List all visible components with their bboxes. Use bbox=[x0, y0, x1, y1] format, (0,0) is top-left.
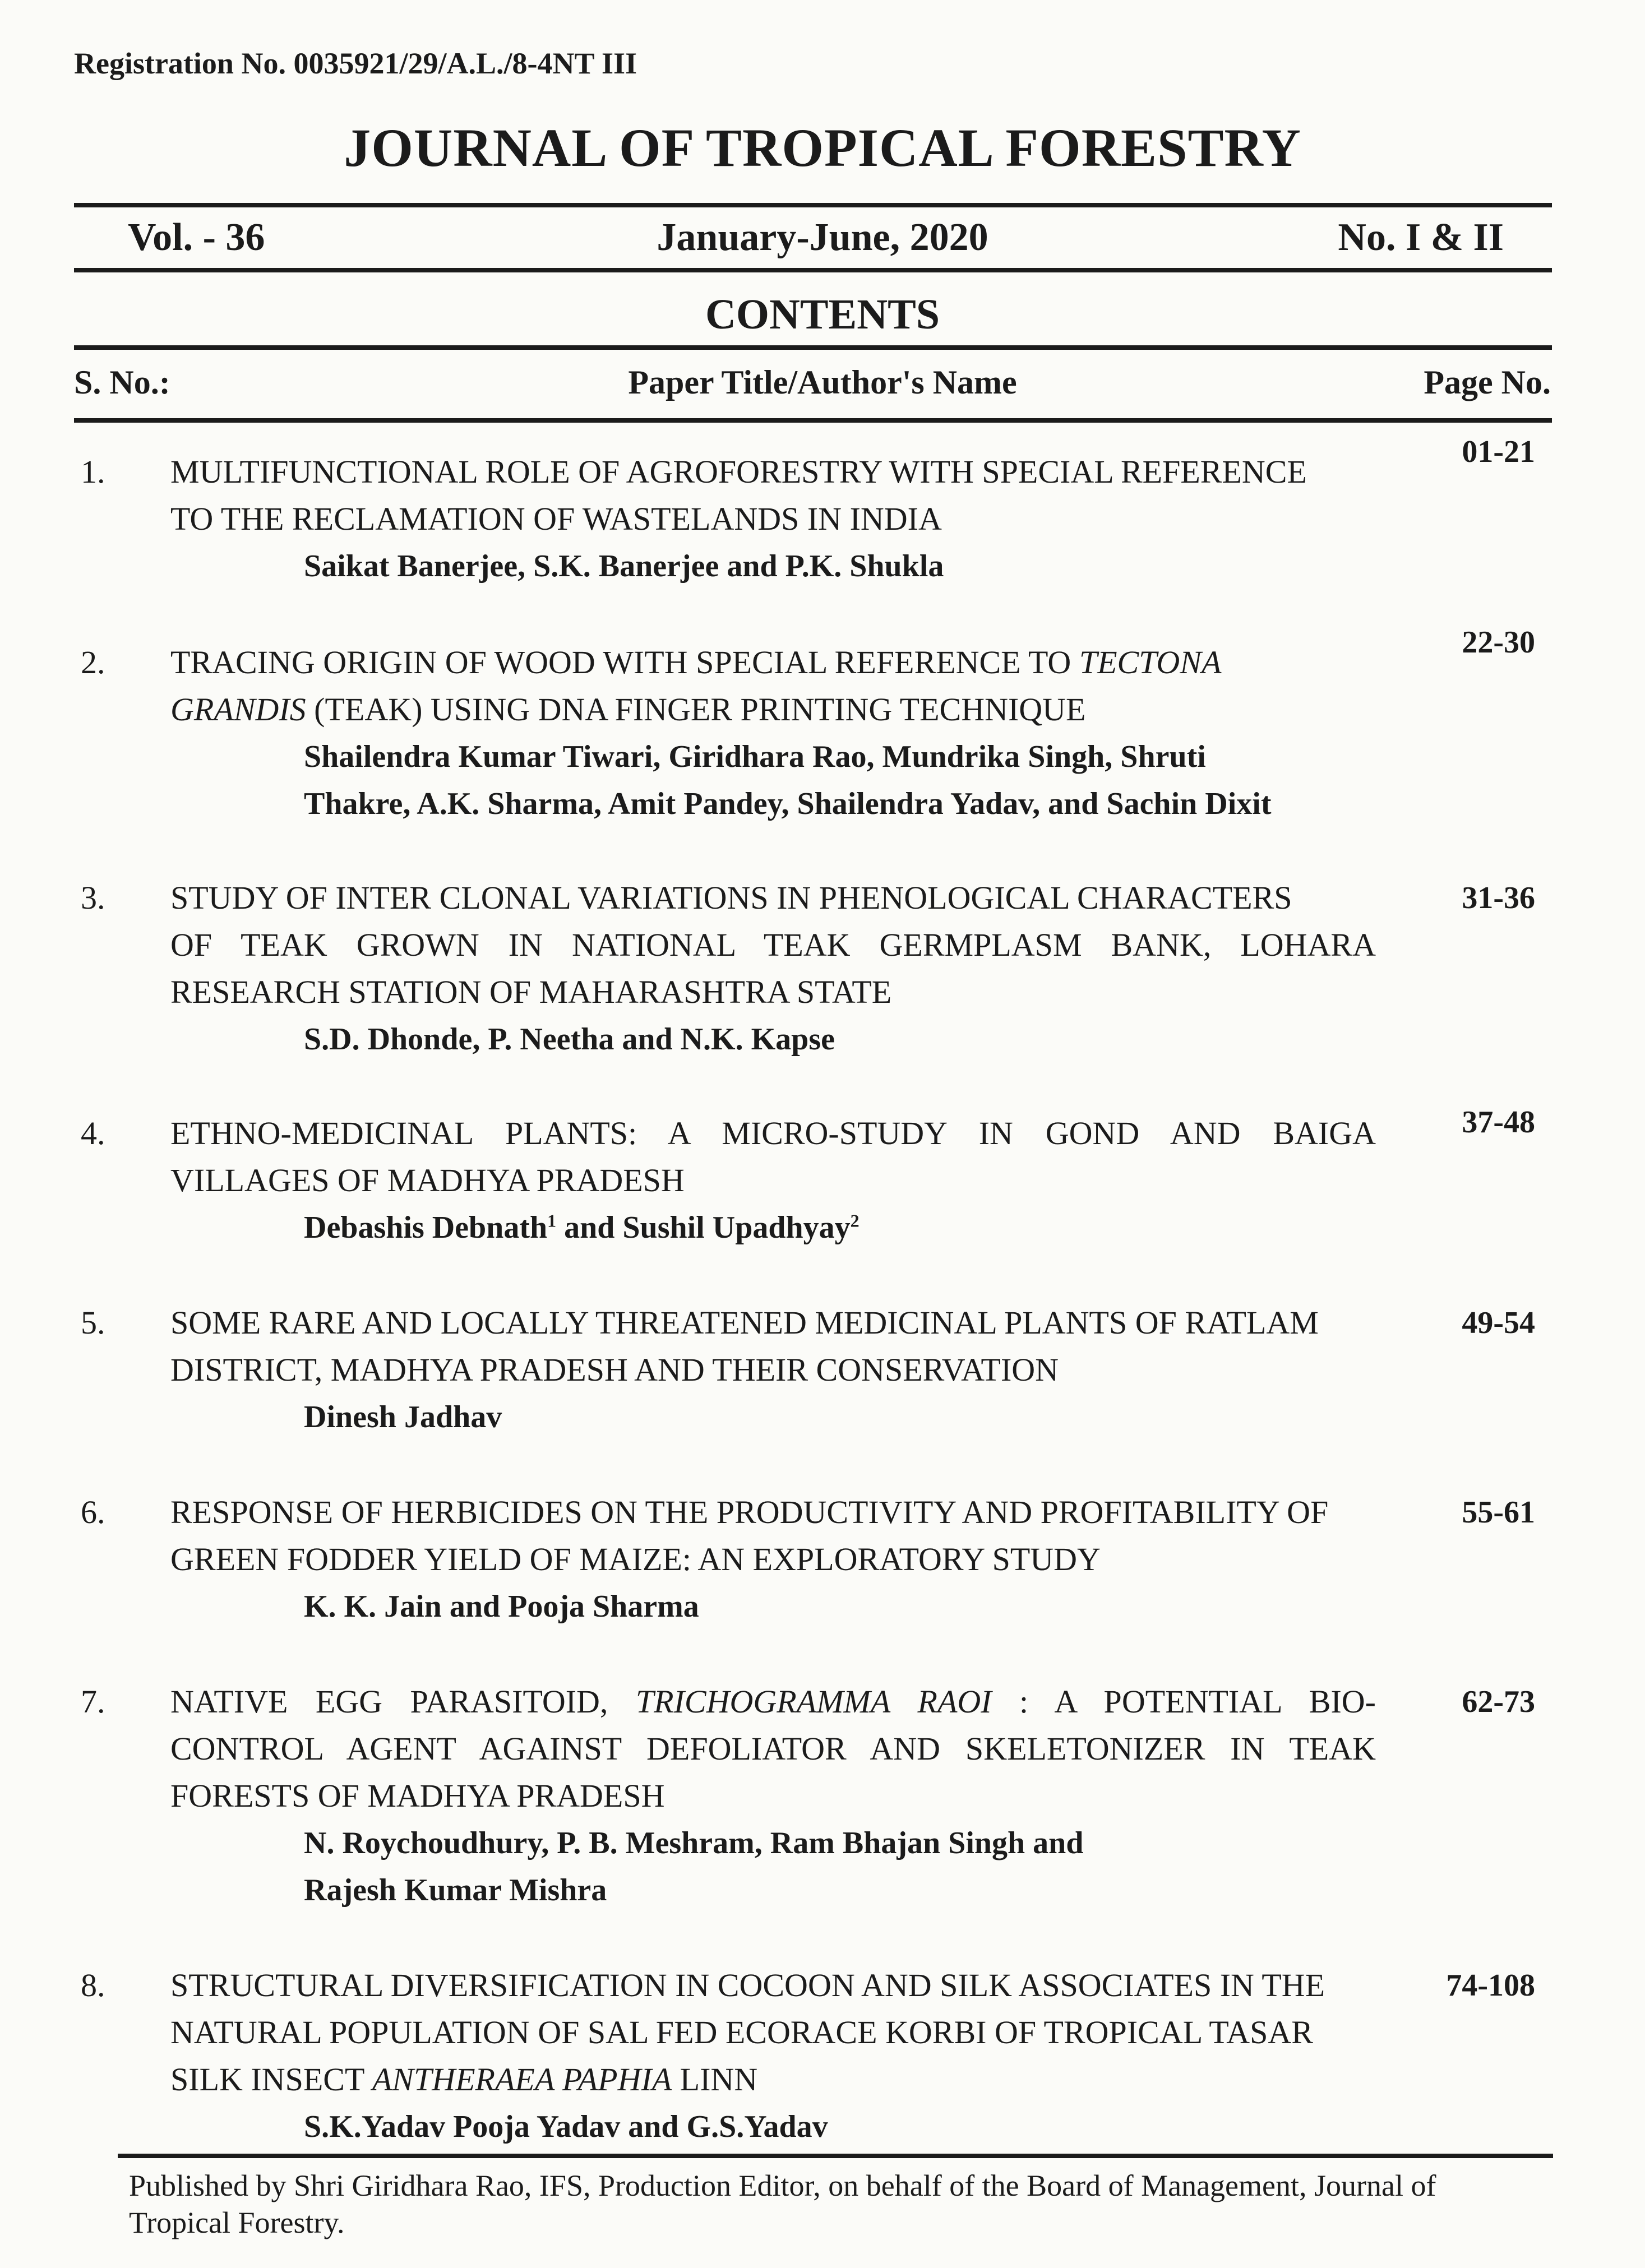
entry-title-line bbox=[170, 2056, 1376, 2103]
issue-number: No. I & II bbox=[1338, 216, 1504, 259]
entry-pages: 74-108 bbox=[1446, 1968, 1535, 2003]
column-header-page: Page No. bbox=[1424, 364, 1551, 401]
contents-rule bbox=[74, 345, 1552, 350]
entry-authors-line: Thakre, A.K. Sharma, Amit Pandey, Shailendra Yadav, and Sachin Dixit bbox=[304, 786, 1272, 821]
entry-authors: S.K.Yadav Pooja Yadav and G.S.Yadav bbox=[304, 2109, 828, 2144]
entry-title-text: TRACING ORIGIN OF WOOD WITH SPECIAL REFERENCE TO bbox=[170, 644, 1079, 681]
entry-number: 5. bbox=[81, 1304, 105, 1341]
species-name: TRICHOGRAMMA RAOI bbox=[635, 1683, 992, 1720]
entry-number: 8. bbox=[81, 1967, 105, 2003]
species-name: GRANDIS bbox=[170, 691, 306, 728]
entry-title bbox=[170, 1678, 1376, 1820]
entry-authors-line: Shailendra Kumar Tiwari, Giridhara Rao, Mundrika Singh, Shruti bbox=[304, 739, 1206, 774]
publisher-note: Published by Shri Giridhara Rao, IFS, Production Editor, on behalf of the Board of Management, Journal of Tropical Forestry. bbox=[129, 2169, 1436, 2239]
entry-authors-line: N. Roychoudhury, P. B. Meshram, Ram Bhajan Singh and bbox=[304, 1826, 1084, 1860]
entry-title-line bbox=[170, 639, 1376, 686]
entry-authors: S.D. Dhonde, P. Neetha and N.K. Kapse bbox=[304, 1022, 835, 1057]
entry-pages: 22-30 bbox=[1462, 625, 1535, 660]
entry-title-line: FORESTS OF MADHYA PRADESH bbox=[170, 1778, 665, 1814]
issue-date: January-June, 2020 bbox=[657, 216, 988, 259]
entry-title-text: NATIVE EGG PARASITOID, bbox=[170, 1683, 636, 1720]
registration-number: Registration No. 0035921/29/A.L./8-4NT III bbox=[74, 47, 637, 80]
entry-authors: K. K. Jain and Pooja Sharma bbox=[304, 1589, 699, 1624]
entry-pages: 62-73 bbox=[1462, 1684, 1535, 1719]
entry-title-line bbox=[170, 1678, 1376, 1725]
entry-title-text: LINN bbox=[672, 2061, 758, 2098]
entry-number: 1. bbox=[81, 453, 105, 490]
entry-title-line: RESPONSE OF HERBICIDES ON THE PRODUCTIVITY AND PROFITABILITY OF bbox=[170, 1494, 1329, 1530]
footer-rule bbox=[118, 2154, 1553, 2158]
entry-number: 6. bbox=[81, 1494, 105, 1530]
entry-title-line: ETHNO-MEDICINAL PLANTS: A MICRO-STUDY IN GOND AND BAIGA bbox=[170, 1115, 1376, 1151]
entry-title-line: CONTROL AGENT AGAINST DEFOLIATOR AND SKELETONIZER IN TEAK bbox=[170, 1730, 1376, 1767]
species-name: ANTHERAEA PAPHIA bbox=[372, 2061, 672, 2098]
entry-authors bbox=[304, 733, 1397, 827]
entry-authors: Dinesh Jadhav bbox=[304, 1400, 502, 1434]
entry-pages: 37-48 bbox=[1462, 1105, 1535, 1140]
entry-title bbox=[170, 448, 1376, 543]
volume: Vol. - 36 bbox=[128, 216, 265, 259]
entry-title bbox=[170, 874, 1376, 1016]
species-name: TECTONA bbox=[1079, 644, 1222, 681]
author-join: and bbox=[556, 1210, 623, 1245]
volume-rule bbox=[74, 268, 1552, 272]
entry-number: 2. bbox=[81, 644, 105, 681]
entry-pages: 55-61 bbox=[1462, 1495, 1535, 1530]
entry-authors bbox=[304, 1204, 1397, 1251]
column-header-sno: S. No.: bbox=[74, 364, 170, 401]
entry-pages: 49-54 bbox=[1462, 1306, 1535, 1340]
entry-title-text: SILK INSECT bbox=[170, 2061, 372, 2098]
affiliation-marker: 1 bbox=[547, 1210, 557, 1231]
entry-title-line: GREEN FODDER YIELD OF MAIZE: AN EXPLORATORY STUDY bbox=[170, 1541, 1101, 1577]
entry-title-line: MULTIFUNCTIONAL ROLE OF AGROFORESTRY WITH SPECIAL REFERENCE bbox=[170, 453, 1307, 490]
entry-number: 7. bbox=[81, 1683, 105, 1720]
entry-number: 3. bbox=[81, 880, 105, 916]
entry-title-line: STUDY OF INTER CLONAL VARIATIONS IN PHENOLOGICAL CHARACTERS bbox=[170, 880, 1292, 916]
entry-pages: 01-21 bbox=[1462, 434, 1535, 469]
top-rule bbox=[74, 203, 1552, 207]
entry-title bbox=[170, 1299, 1376, 1394]
entry-title-line: STRUCTURAL DIVERSIFICATION IN COCOON AND SILK ASSOCIATES IN THE bbox=[170, 1967, 1325, 2003]
entry-title-line: DISTRICT, MADHYA PRADESH AND THEIR CONSERVATION bbox=[170, 1351, 1059, 1388]
column-header-paper: Paper Title/Author's Name bbox=[628, 364, 1017, 401]
entry-title-line: NATURAL POPULATION OF SAL FED ECORACE KORBI OF TROPICAL TASAR bbox=[170, 2014, 1313, 2051]
entry-title-text: : A POTENTIAL BIO- bbox=[991, 1683, 1376, 1720]
contents-heading: CONTENTS bbox=[705, 291, 940, 338]
entry-title bbox=[170, 1110, 1376, 1204]
entry-title-line: VILLAGES OF MADHYA PRADESH bbox=[170, 1162, 685, 1198]
entry-authors-line: Rajesh Kumar Mishra bbox=[304, 1873, 607, 1908]
affiliation-marker: 2 bbox=[850, 1210, 860, 1231]
author-name: Debashis Debnath bbox=[304, 1210, 548, 1245]
entry-title bbox=[170, 639, 1376, 733]
entry-title-line: TO THE RECLAMATION OF WASTELANDS IN INDIA bbox=[170, 501, 942, 537]
author-name: Sushil Upadhyay bbox=[622, 1210, 851, 1245]
entry-title bbox=[170, 1489, 1376, 1583]
entry-title-line: OF TEAK GROWN IN NATIONAL TEAK GERMPLASM BANK, LOHARA bbox=[170, 927, 1376, 963]
header-rule bbox=[74, 418, 1552, 423]
entry-title-line bbox=[170, 686, 1376, 733]
entry-title-line: RESEARCH STATION OF MAHARASHTRA STATE bbox=[170, 974, 892, 1010]
entry-title-line: SOME RARE AND LOCALLY THREATENED MEDICINAL PLANTS OF RATLAM bbox=[170, 1304, 1319, 1341]
journal-title: JOURNAL OF TROPICAL FORESTRY bbox=[344, 118, 1301, 178]
entry-number: 4. bbox=[81, 1115, 105, 1151]
entry-authors bbox=[304, 1820, 1397, 1914]
entry-title bbox=[170, 1962, 1376, 2103]
entry-pages: 31-36 bbox=[1462, 881, 1535, 915]
entry-title-text: (TEAK) USING DNA FINGER PRINTING TECHNIQUE bbox=[306, 691, 1086, 728]
entry-authors: Saikat Banerjee, S.K. Banerjee and P.K. Shukla bbox=[304, 549, 944, 584]
